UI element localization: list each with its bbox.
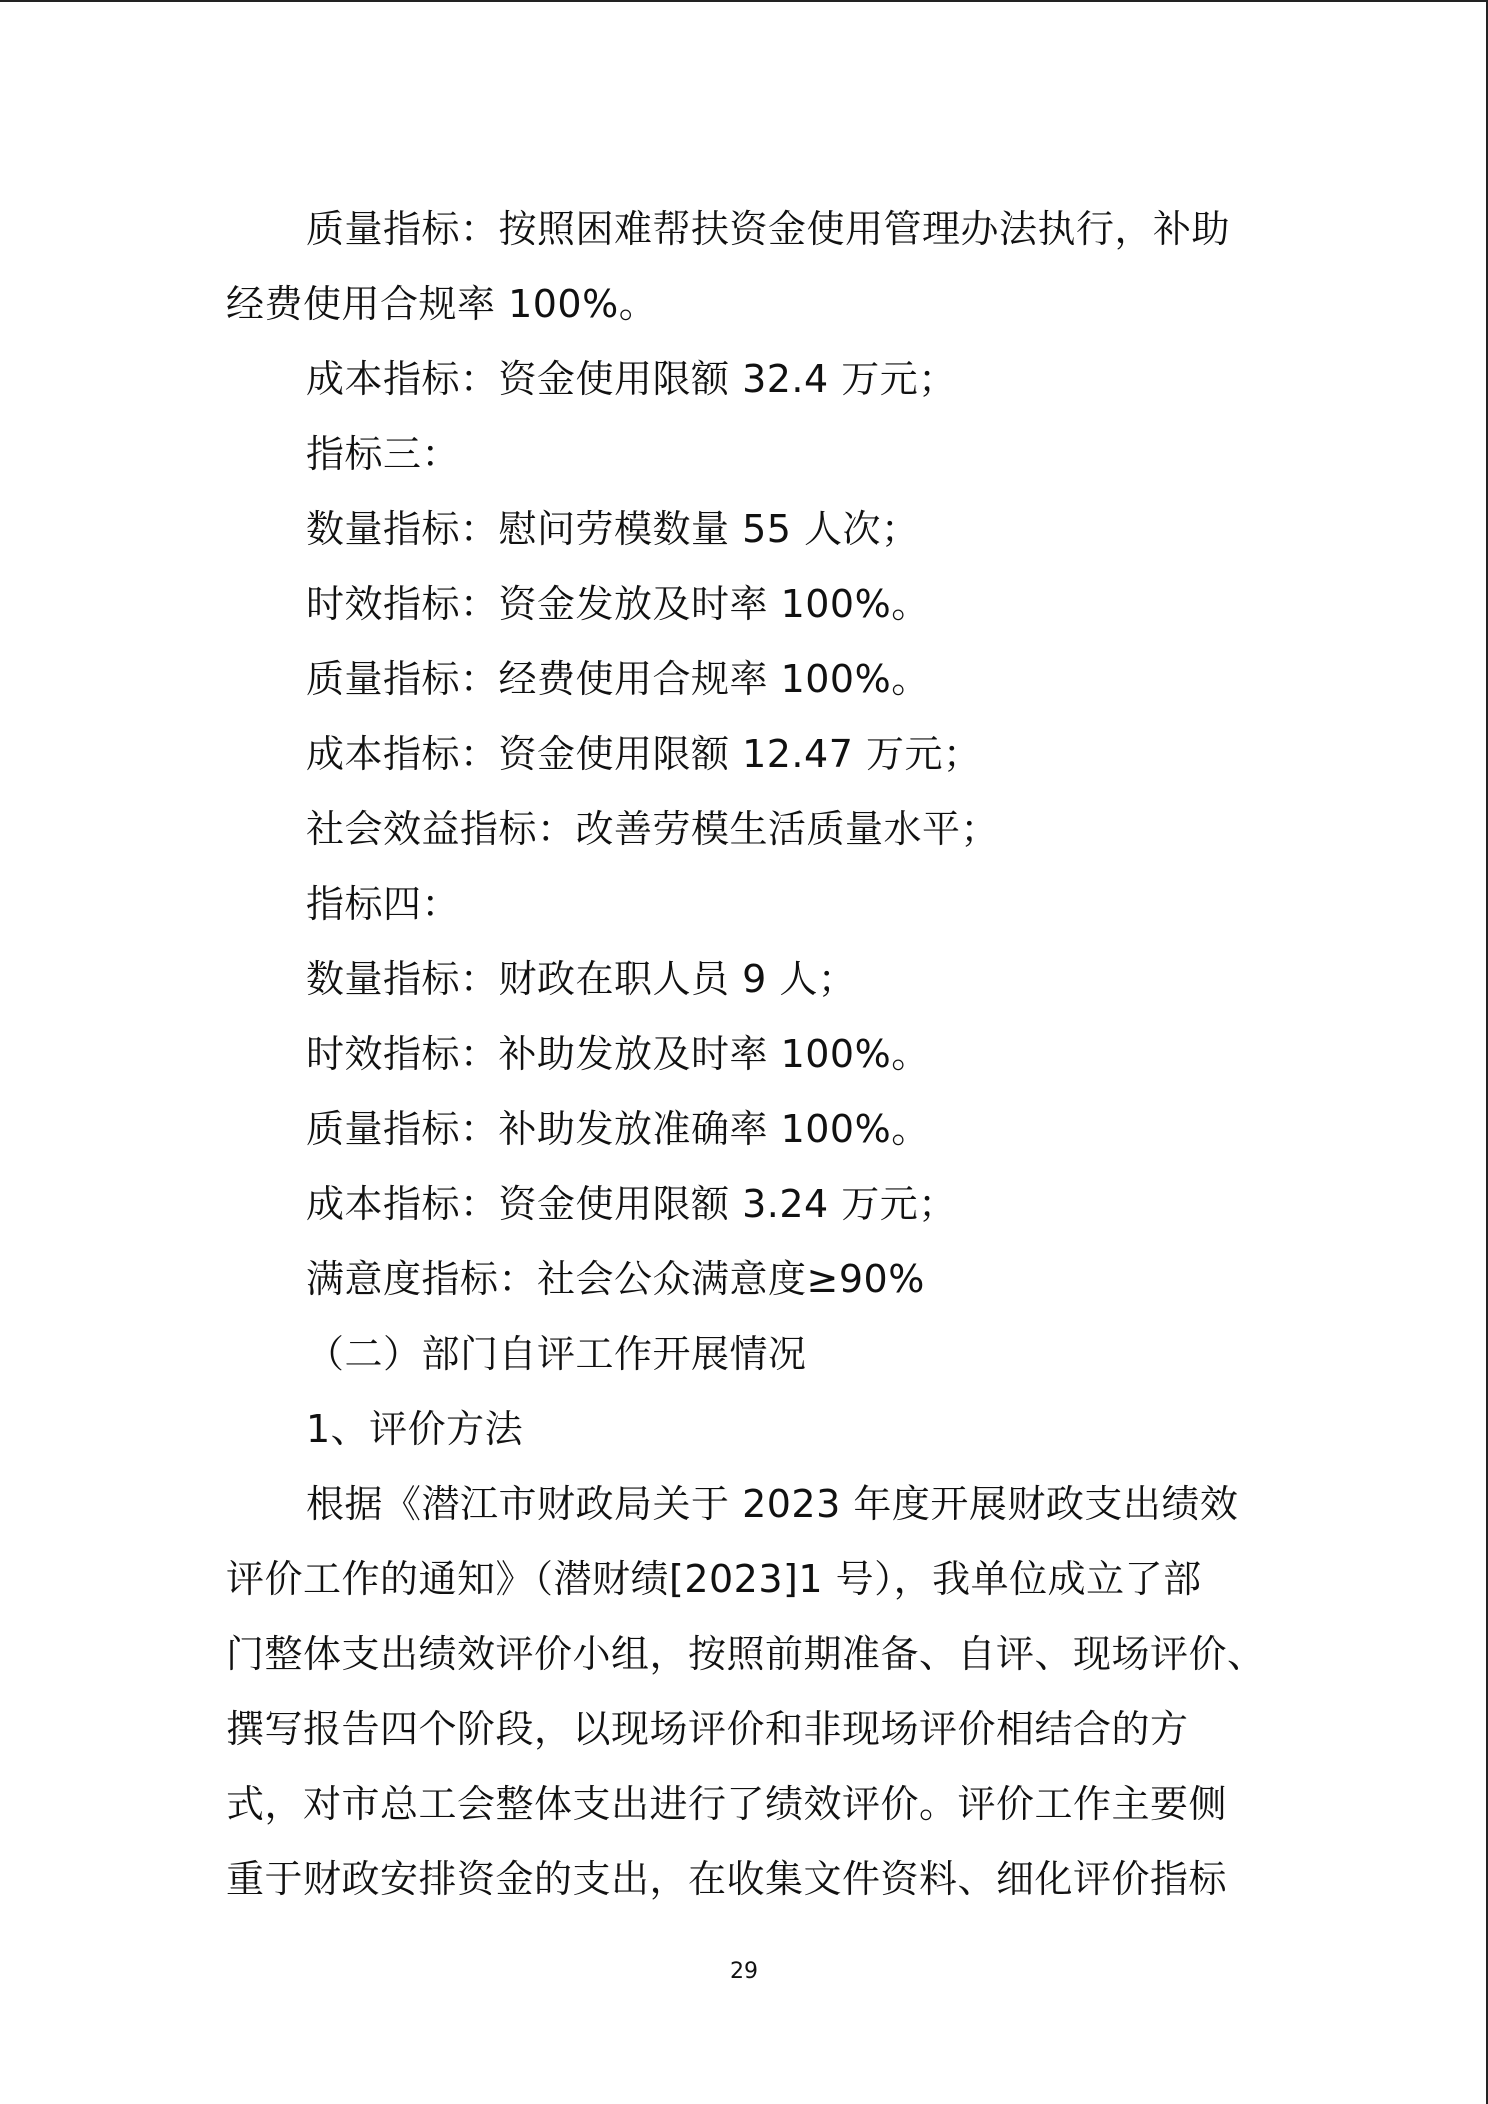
section-heading: 指标三： — [306, 432, 461, 476]
text-line: 评价工作的通知》（潜财绩[2023]1 号），我单位成立了部 — [226, 1557, 1202, 1601]
text-line: 成本指标：资金使用限额 3.24 万元； — [306, 1182, 957, 1226]
section-heading: （二）部门自评工作开展情况 — [306, 1332, 807, 1376]
text-line: 时效指标：补助发放及时率 100%。 — [306, 1032, 930, 1076]
text-line: 质量指标：按照困难帮扶资金使用管理办法执行，补助 — [306, 207, 1231, 251]
text-line: 根据《潜江市财政局关于 2023 年度开展财政支出绩效 — [306, 1482, 1239, 1526]
text-line: 撰写报告四个阶段，以现场评价和非现场评价相结合的方 — [226, 1707, 1189, 1751]
text-line: 经费使用合规率 100%。 — [226, 282, 658, 326]
text-line: 门整体支出绩效评价小组，按照前期准备、自评、现场评价、 — [226, 1632, 1266, 1676]
subsection-heading: 1、评价方法 — [306, 1407, 524, 1451]
text-line: 数量指标：财政在职人员 9 人； — [306, 957, 857, 1001]
text-line: 质量指标：补助发放准确率 100%。 — [306, 1107, 930, 1151]
text-line: 数量指标：慰问劳模数量 55 人次； — [306, 507, 920, 551]
text-line: 社会效益指标：改善劳模生活质量水平； — [306, 807, 1000, 851]
text-line: 满意度指标：社会公众满意度≥90% — [306, 1257, 925, 1301]
text-line: 时效指标：资金发放及时率 100%。 — [306, 582, 930, 626]
page-number: 29 — [730, 1959, 758, 1984]
text-line: 式，对市总工会整体支出进行了绩效评价。评价工作主要侧 — [226, 1782, 1228, 1826]
document-body — [226, 192, 1266, 1917]
text-line: 重于财政安排资金的支出，在收集文件资料、细化评价指标 — [226, 1857, 1228, 1901]
section-heading: 指标四： — [306, 882, 461, 926]
text-line: 成本指标：资金使用限额 32.4 万元； — [306, 357, 957, 401]
text-line: 成本指标：资金使用限额 12.47 万元； — [306, 732, 982, 776]
text-line: 质量指标：经费使用合规率 100%。 — [306, 657, 930, 701]
